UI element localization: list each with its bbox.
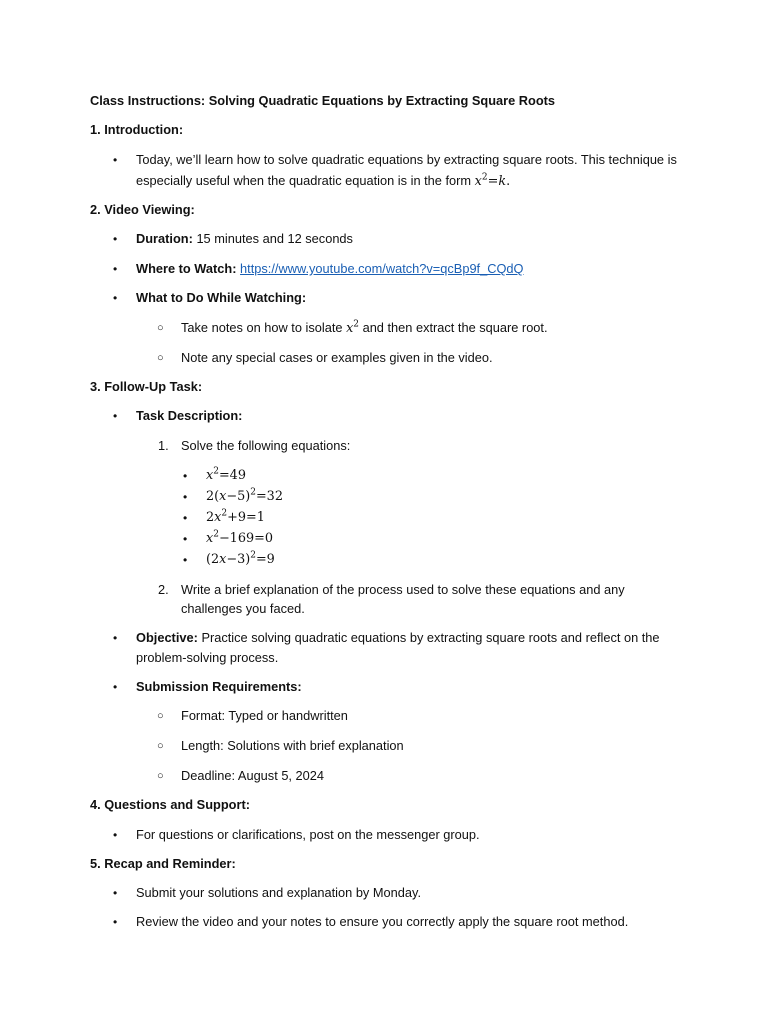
section-heading-video: 2. Video Viewing: (90, 202, 195, 217)
intro-text-line2-text: especially useful when the quadratic equation is in the form (136, 173, 472, 188)
bullet-icon: • (183, 469, 188, 483)
submission-item-deadline: Deadline: August 5, 2024 (181, 768, 325, 783)
submission-item-format: Format: Typed or handwritten (181, 708, 348, 723)
video-link[interactable]: https://www.youtube.com/watch?v=qcBp9f_CQdQ (240, 261, 524, 276)
recap-item-2: Review the video and your notes to ensure you correctly apply the square root method. (136, 914, 629, 929)
task-label: Task Description: (136, 408, 243, 423)
bullet-icon: • (183, 553, 188, 567)
objective-line2: problem-solving process. (136, 650, 279, 665)
equation-3: $2x^2+9=1$ (206, 508, 265, 525)
equation-4: $x^2-169=0$ (206, 529, 273, 546)
where-label: Where to Watch: (136, 261, 237, 276)
circle-bullet-icon: ○ (157, 740, 164, 752)
todo-label: What to Do While Watching: (136, 290, 307, 305)
todo-item-2: Note any special cases or examples given in the video. (181, 350, 493, 365)
bullet-icon: • (113, 631, 118, 645)
duration-line (136, 230, 353, 248)
step-1-number: 1. (158, 438, 169, 453)
circle-bullet-icon: ○ (157, 710, 164, 722)
submission-label: Submission Requirements: (136, 679, 302, 694)
bullet-icon: • (113, 886, 118, 900)
bullet-icon: • (113, 153, 118, 167)
questions-text: For questions or clarifications, post on the messenger group. (136, 827, 480, 842)
recap-item-1: Submit your solutions and explanation by Monday. (136, 885, 422, 900)
where-line (136, 260, 524, 278)
bullet-icon: • (113, 409, 118, 423)
objective-line1 (136, 629, 660, 647)
todo-formula: $x^2$ (346, 319, 360, 336)
duration-label: Duration: (136, 231, 193, 246)
bullet-icon: • (113, 915, 118, 929)
objective-text-1: Practice solving quadratic equations by extracting square roots and reflect on the (201, 630, 660, 645)
section-heading-introduction: 1. Introduction: (90, 122, 184, 137)
bullet-icon: • (113, 828, 118, 842)
todo-item-1-text-b: and then extract the square root. (362, 320, 548, 335)
step-1-text: Solve the following equations: (181, 438, 351, 453)
bullet-icon: • (113, 262, 118, 276)
circle-bullet-icon: ○ (157, 770, 164, 782)
section-heading-followup: 3. Follow-Up Task: (90, 379, 203, 394)
bullet-icon: • (113, 232, 118, 246)
equation-5: $(2x-3)^2=9$ (206, 550, 275, 567)
objective-label: Objective: (136, 630, 198, 645)
submission-item-length: Length: Solutions with brief explanation (181, 738, 404, 753)
intro-text-line2 (136, 172, 510, 191)
bullet-icon: • (183, 511, 188, 525)
intro-text-line1: Today, we’ll learn how to solve quadratic equations by extracting square roots. This technique is (136, 152, 677, 167)
duration-value: 15 minutes and 12 seconds (196, 231, 353, 246)
step-2-number: 2. (158, 582, 169, 597)
equation-2: $2(x-5)^2=32$ (206, 487, 283, 504)
bullet-icon: • (183, 532, 188, 546)
step-2-text-line2: challenges you faced. (181, 601, 305, 616)
bullet-icon: • (183, 490, 188, 504)
document-title: Class Instructions: Solving Quadratic Equations by Extracting Square Roots (90, 93, 556, 108)
bullet-icon: • (113, 680, 118, 694)
intro-formula: $x^2=k$. (474, 172, 511, 189)
step-2-text-line1: Write a brief explanation of the process used to solve these equations and any (181, 582, 625, 597)
circle-bullet-icon: ○ (157, 322, 164, 334)
bullet-icon: • (113, 291, 118, 305)
circle-bullet-icon: ○ (157, 352, 164, 364)
section-heading-questions: 4. Questions and Support: (90, 797, 250, 812)
section-heading-recap: 5. Recap and Reminder: (90, 856, 236, 871)
todo-item-1-text-a: Take notes on how to isolate (181, 320, 343, 335)
equation-1: $x^2=49$ (206, 466, 246, 483)
todo-item-1 (181, 319, 548, 338)
